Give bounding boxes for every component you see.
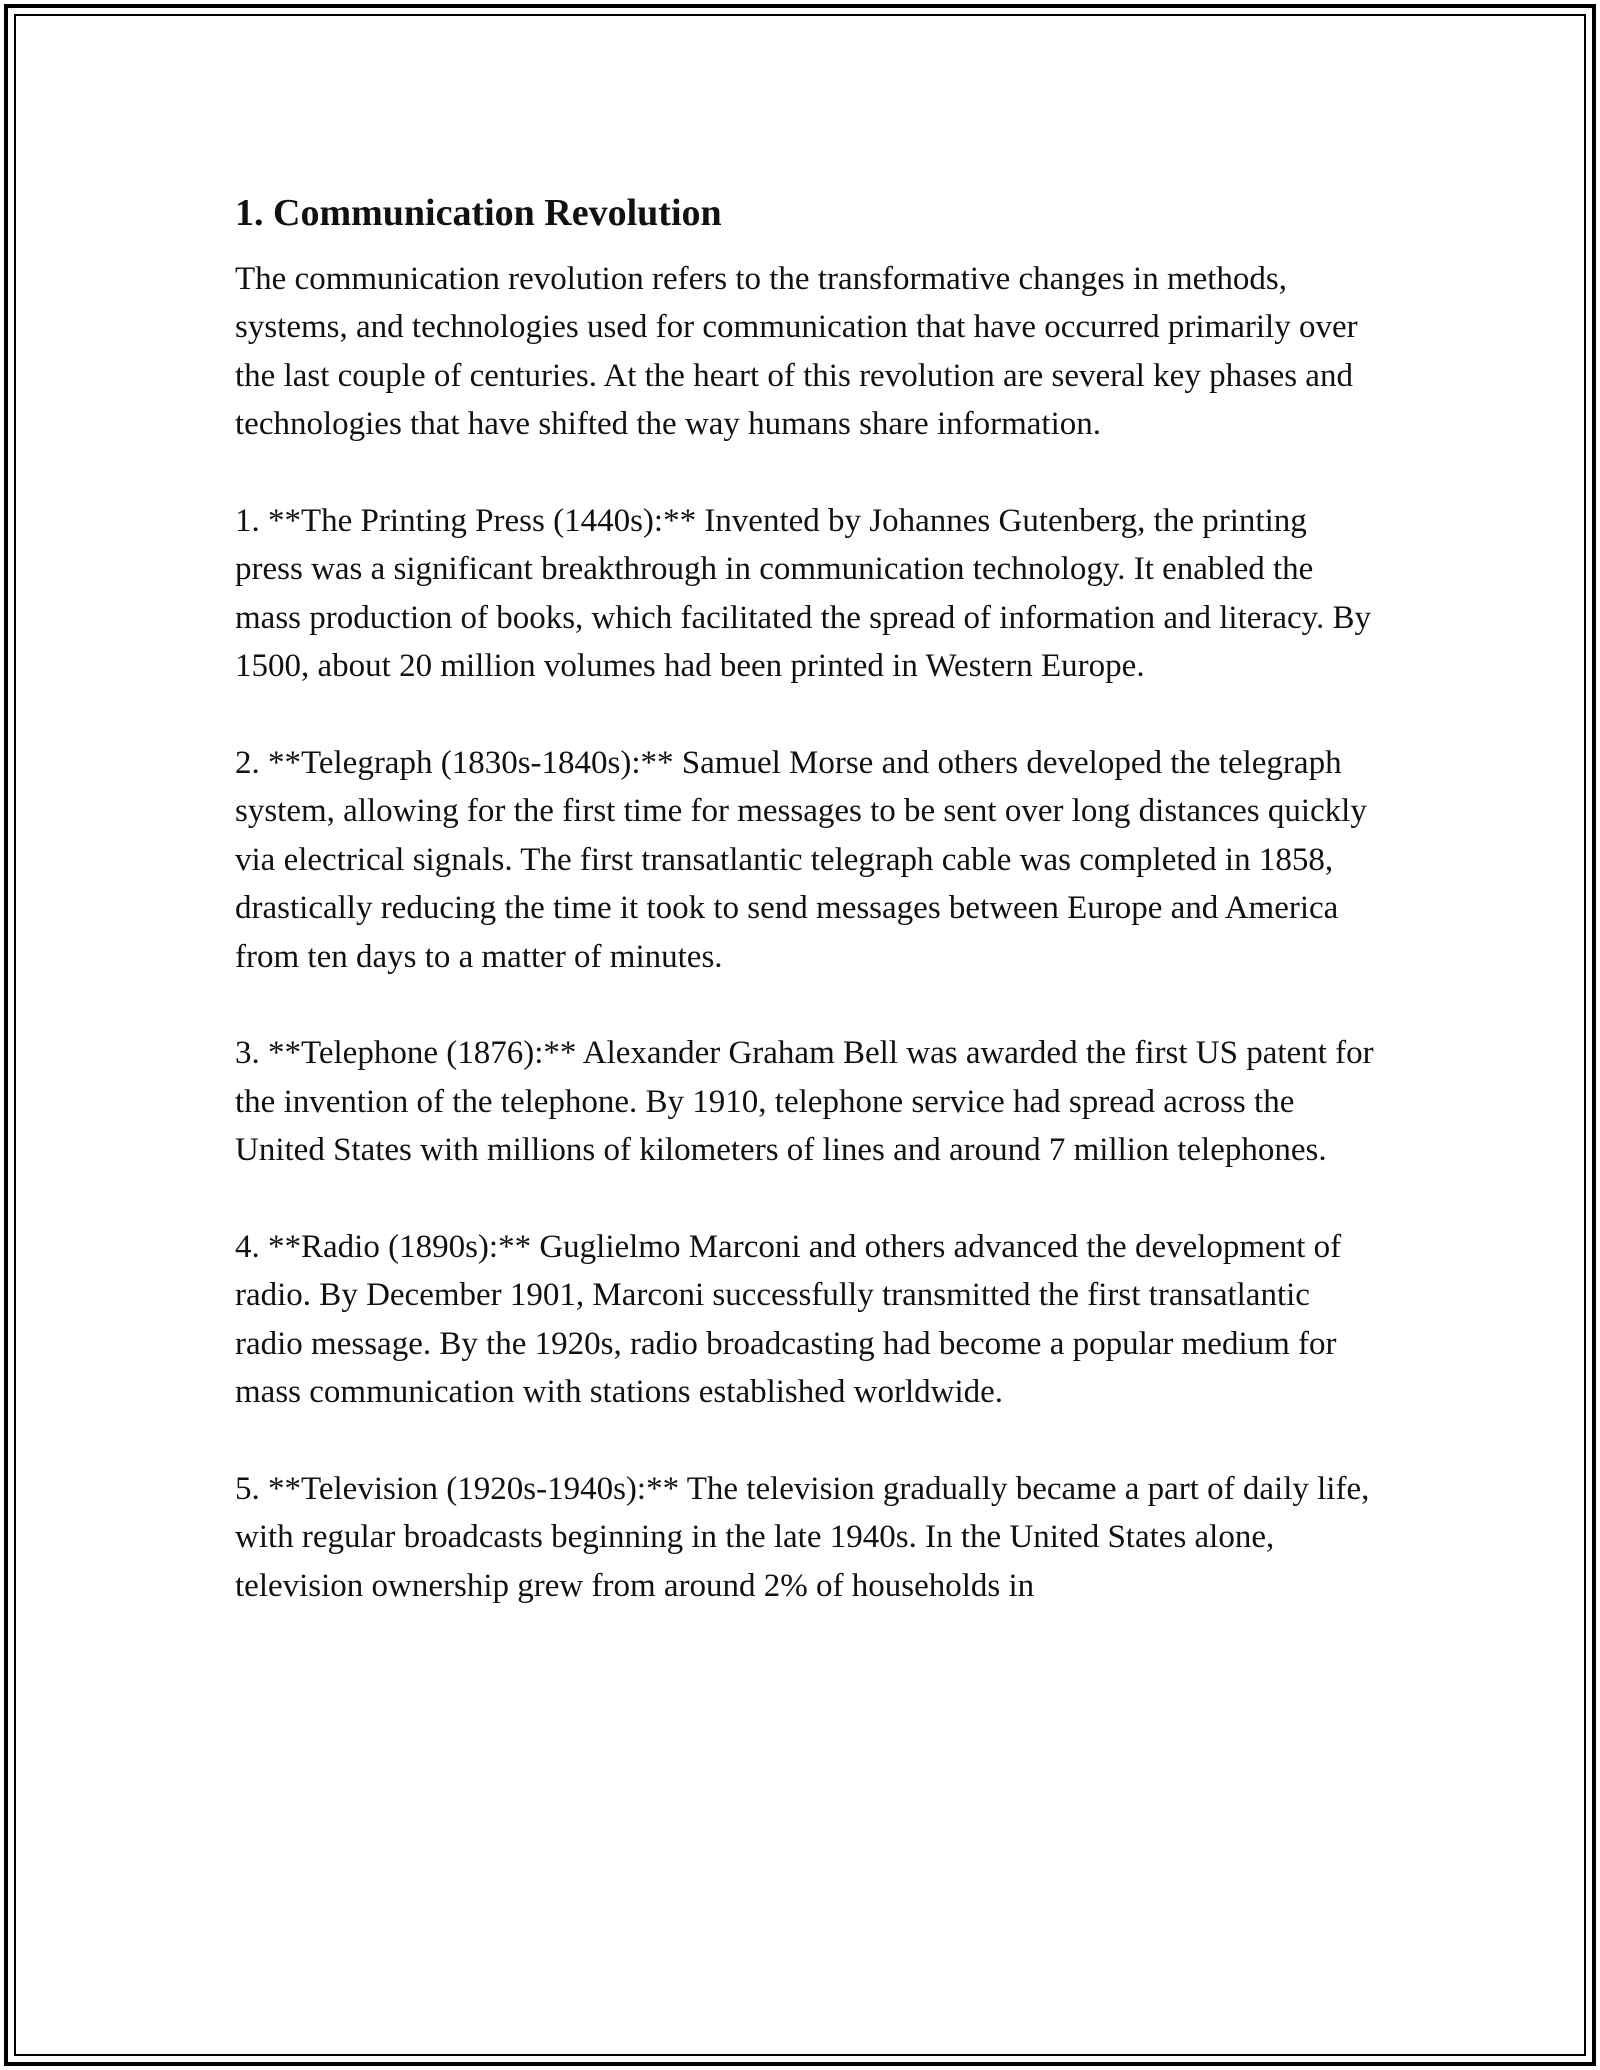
section-heading: 1. Communication Revolution <box>235 192 722 234</box>
intro-paragraph: The communication revolution refers to the transformative changes in methods, systems, and technologies used for communication that have occurred primarily over the last couple of centuries. At the heart of this revolution are several key phases and technologies that have shifted the way humans share information. <box>235 261 1358 443</box>
printing-press-paragraph: 1. **The Printing Press (1440s):** Invented by Johannes Gutenberg, the printing press was a significant breakthrough in communication technology. It enabled the mass production of books, which facilitated the spread of information and literacy. By 1500, about 20 million volumes had been printed in Western Europe. <box>235 503 1372 685</box>
television-paragraph: 5. **Television (1920s-1940s):** The television gradually became a part of daily life, with regular broadcasts beginning in the late 1940s. In the United States alone, television ownership grew from around 2% of households in <box>235 1471 1370 1604</box>
radio-paragraph: 4. **Radio (1890s):** Guglielmo Marconi and others advanced the development of radio. By December 1901, Marconi successfully transmitted the first transatlantic radio message. By the 1920s, radio broadcasting had become a popular medium for mass communication with stations established worldwide. <box>235 1229 1342 1411</box>
telegraph-paragraph: 2. **Telegraph (1830s-1840s):** Samuel Morse and others developed the telegraph system, allowing for the first time for messages to be sent over long distances quickly via electrical signals. The first transatlantic telegraph cable was completed in 1858, drastically reducing the time it took to send messages between Europe and America from ten days to a matter of minutes. <box>235 745 1367 975</box>
document-body <box>235 185 1375 1659</box>
telephone-paragraph: 3. **Telephone (1876):** Alexander Graham Bell was awarded the first US patent for the invention of the telephone. By 1910, telephone service had spread across the United States with millions of kilometers of lines and around 7 million telephones. <box>235 1035 1374 1169</box>
